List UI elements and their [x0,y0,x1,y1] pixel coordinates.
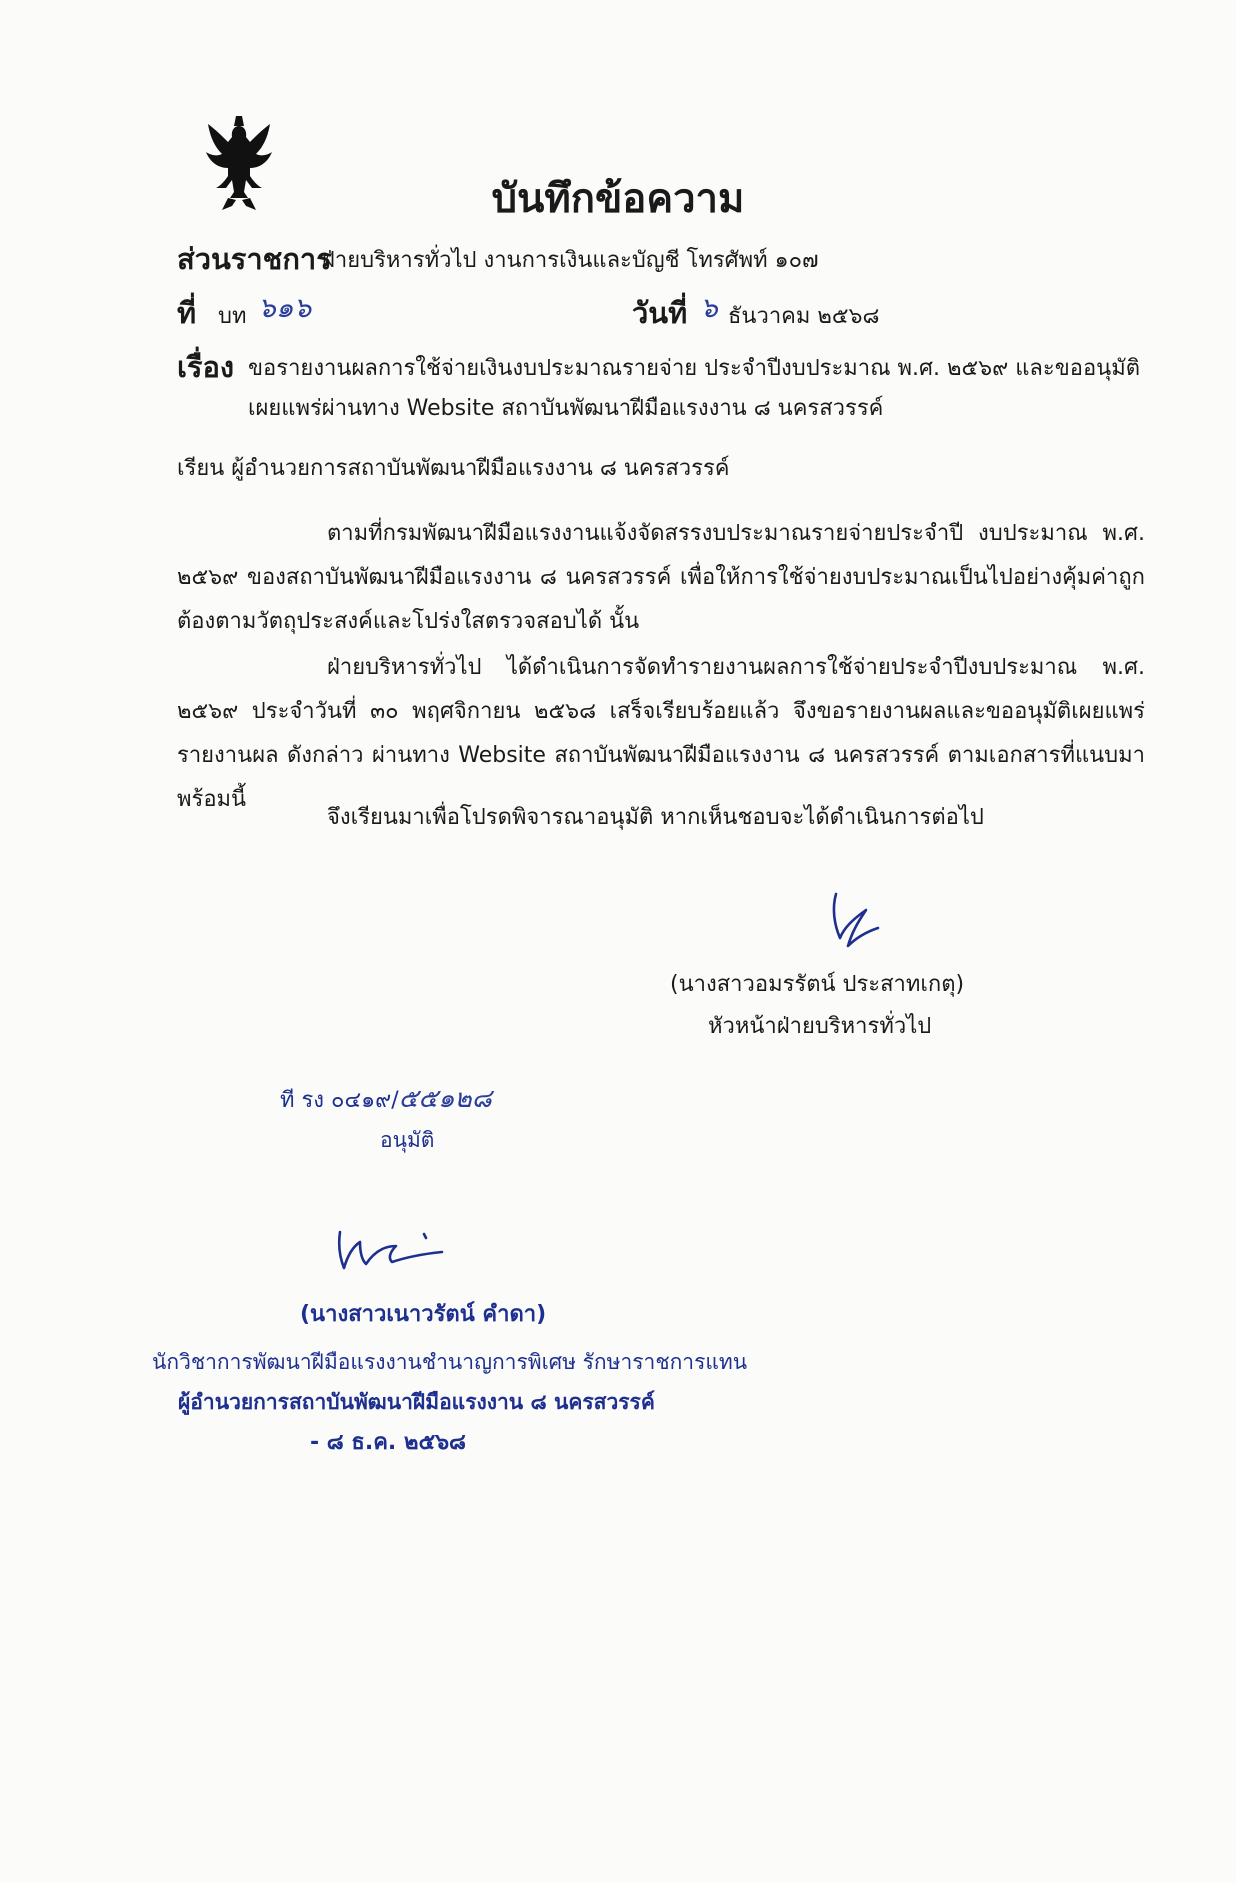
subject-line-1: ขอรายงานผลการใช้จ่ายเงินงบประมาณรายจ่าย ประจำปีงบประมาณ พ.ศ. ๒๕๖๙ และขออนุมัติ [248,356,1140,381]
subject-line-2: เผยแพร่ผ่านทาง Website สถาบันพัฒนาฝีมือแรงงาน ๘ นครสวรรค์ [248,396,884,421]
body-paragraph-3: จึงเรียนมาเพื่อโปรดพิจารณาอนุมัติ หากเห็นชอบจะได้ดำเนินการต่อไป [327,805,984,830]
memo-title: บันทึกข้อความ [491,176,745,222]
approver-name: (นางสาวเนาวรัตน์ คำดา) [300,1302,547,1327]
approval-ref-handwritten: ๕๕๑๒๘ [398,1084,492,1114]
date-day-handwritten: ๖ [700,291,718,324]
signature-head-of-admin [822,888,892,958]
approver-position-line-2: ผู้อำนวยการสถาบันพัฒนาฝีมือแรงงาน ๘ นครสวรรค์ [178,1390,655,1414]
signature-acting-director [330,1212,450,1282]
salutation: เรียน ผู้อำนวยการสถาบันพัฒนาฝีมือแรงงาน ๘ นครสวรรค์ [177,456,730,481]
date-label: วันที่ [632,296,688,330]
agency-label: ส่วนราชการ [177,242,332,276]
ref-number-handwritten: ๖๑๖ [258,291,312,324]
body-paragraph-2: ฝ่ายบริหารทั่วไป ได้ดำเนินการจัดทำรายงานผลการใช้จ่ายประจำปีงบประมาณ พ.ศ. ๒๕๖๙ ประจำวันที่ ๓๐ พฤศจิกายน ๒๕๖๘ เสร็จเรียบร้อยแล้ว จึงขอรายงานผลและขออนุมัติเผยแพร่รายงานผล ดังกล่าว ผ่านทาง Website สถาบันพัฒนาฝีมือแรงงาน ๘ นครสวรรค์ ตามเอกสารที่แนบมาพร้อมนี้ [177,655,1145,812]
approval-status: อนุมัติ [380,1128,435,1152]
signer-name: (นางสาวอมรรัตน์ ประสาทเกตุ) [670,972,965,997]
approver-position-line-1: นักวิชาการพัฒนาฝีมือแรงงานชำนาญการพิเศษ รักษาราชการแทน [152,1350,748,1374]
approval-ref [280,1078,492,1119]
date-month-year: ธันวาคม ๒๕๖๘ [728,304,880,329]
signer-position: หัวหน้าฝ่ายบริหารทั่วไป [708,1014,932,1039]
body-paragraph-1: ตามที่กรมพัฒนาฝีมือแรงงานแจ้งจัดสรรงบประมาณรายจ่ายประจำปี งบประมาณ พ.ศ. ๒๕๖๙ ของสถาบันพัฒนาฝีมือแรงงาน ๘ นครสวรรค์ เพื่อให้การใช้จ่ายงบประมาณเป็นไปอย่างคุ้มค่าถูกต้องตามวัตถุประสงค์และโปร่งใสตรวจสอบได้ นั้น [177,521,1145,634]
ref-label: ที่ [177,296,197,330]
approval-ref-printed: ที รง ๐๔๑๙/ [280,1088,399,1113]
subject-label: เรื่อง [177,350,235,384]
ref-prefix: บท [218,304,247,329]
approval-date: - ๘ ธ.ค. ๒๕๖๘ [310,1430,467,1455]
agency-value: ฝ่ายบริหารทั่วไป งานการเงินและบัญชี โทรศัพท์ ๑๐๗ [322,248,819,273]
